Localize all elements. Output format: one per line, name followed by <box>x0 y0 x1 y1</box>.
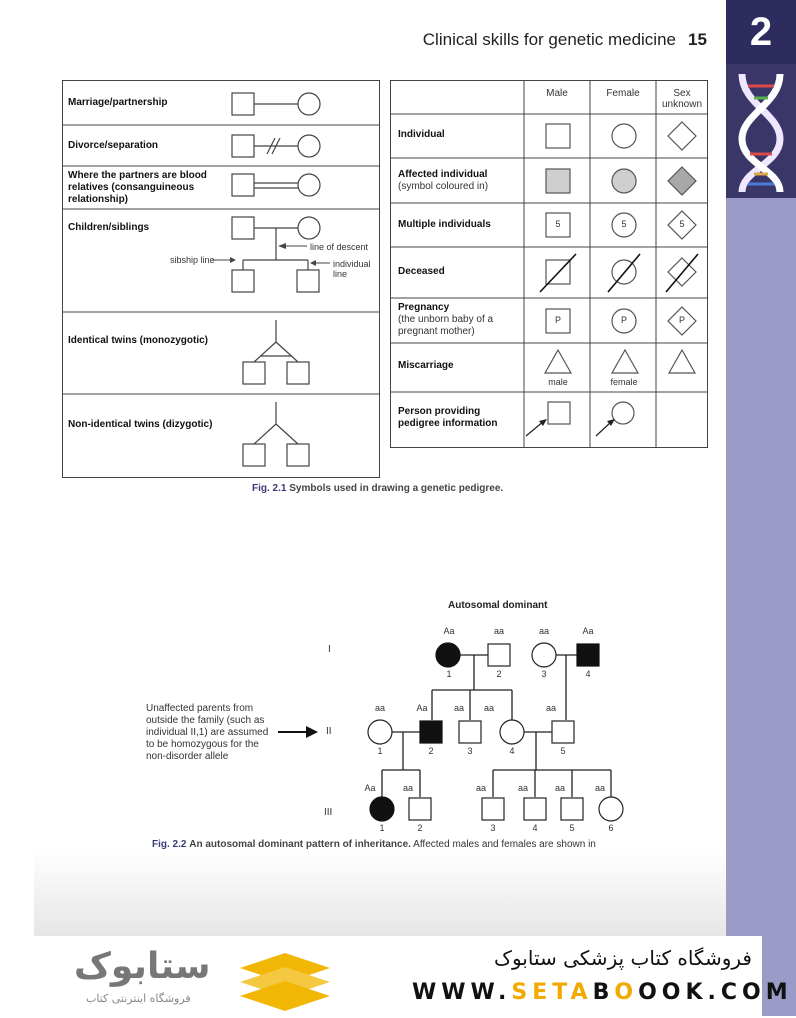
gen-label-III: III <box>324 807 333 818</box>
ped-III-4-num: 4 <box>532 823 538 833</box>
multiple-count-male: 5 <box>555 219 561 229</box>
ped-II-5-genotype: aa <box>545 703 556 713</box>
url-prefix: WWW. <box>412 980 512 1005</box>
sibship-line-label: sibship line <box>170 255 215 265</box>
ped-III-5 <box>561 798 583 820</box>
pregnancy-mark-male: P <box>554 315 561 325</box>
row-label-children: Children/siblings <box>68 222 150 233</box>
ped-II-2 <box>420 721 442 743</box>
ped-III-6-genotype: aa <box>594 783 605 793</box>
ped-I-3-num: 3 <box>541 669 547 679</box>
url-mid: B <box>592 980 615 1005</box>
fig22-caption-text1: Affected males and females are shown in <box>413 839 596 850</box>
gen-label-I: I <box>328 644 331 655</box>
page-bottom-shadow <box>34 850 726 936</box>
store-url[interactable]: WWW.SETABOOOK.COM <box>412 980 793 1005</box>
ped-II-4-genotype: aa <box>483 703 494 713</box>
ped-I-4 <box>577 644 599 666</box>
ped-II-4 <box>500 720 524 744</box>
page-number: 15 <box>688 30 707 49</box>
row-affected: Affected individual <box>398 169 488 180</box>
note-line-3: individual II,1) are assumed <box>146 727 269 738</box>
ped-III-6-num: 6 <box>608 823 614 833</box>
pregnancy-mark-female: P <box>620 315 627 325</box>
fig21-symbol-table <box>390 80 708 448</box>
col-header-male: Male <box>546 88 568 99</box>
gen-label-II: II <box>326 726 332 737</box>
row-multiple: Multiple individuals <box>398 219 491 230</box>
running-header-title: Clinical skills for genetic medicine <box>422 30 676 49</box>
note-line-2: outside the family (such as <box>146 715 265 726</box>
col-header-female: Female <box>606 88 640 99</box>
ped-I-3-genotype: aa <box>538 626 549 636</box>
ped-II-3 <box>459 721 481 743</box>
ped-II-5 <box>552 721 574 743</box>
row-miscarriage: Miscarriage <box>398 360 454 371</box>
ped-I-1-genotype: Aa <box>443 626 455 636</box>
ped-III-1-genotype: Aa <box>364 783 376 793</box>
setabook-logo-subtitle: فروشگاه اینترنتی کتاب <box>86 992 191 1005</box>
ped-III-2-num: 2 <box>417 823 423 833</box>
row-pregnancy: Pregnancy <box>398 302 450 313</box>
fig21-left-panel <box>62 80 380 478</box>
ped-III-1 <box>370 797 394 821</box>
fig22-caption-bold: An autosomal dominant pattern of inheritance. <box>189 839 411 850</box>
individual-line-label: individual line <box>333 259 371 279</box>
ped-II-3-num: 3 <box>467 746 473 756</box>
row-affected-sub: (symbol coloured in) <box>398 181 489 192</box>
row-label-divorce: Divorce/separation <box>68 140 159 151</box>
pedigree-note <box>146 703 268 763</box>
ped-I-1 <box>436 643 460 667</box>
dna-helix-icon <box>726 64 796 198</box>
fig21-caption-text: Symbols used in drawing a genetic pedigree. <box>289 483 504 494</box>
miscarriage-male-label: male <box>548 377 568 387</box>
ped-III-3-genotype: aa <box>475 783 486 793</box>
ped-III-3 <box>482 798 504 820</box>
fig21-caption-label: Fig. 2.1 <box>252 483 287 494</box>
row-deceased: Deceased <box>398 266 445 277</box>
url-brand: SETA <box>511 980 593 1005</box>
ped-I-1-num: 1 <box>446 669 452 679</box>
multiple-count-unknown: 5 <box>679 219 685 229</box>
line-of-descent-label: line of descent <box>310 242 369 252</box>
fig22-caption-label: Fig. 2.2 <box>152 839 187 850</box>
note-line-1: Unaffected parents from <box>146 703 254 714</box>
ped-III-5-genotype: aa <box>554 783 565 793</box>
ped-I-4-genotype: Aa <box>582 626 594 636</box>
ped-III-1-num: 1 <box>379 823 385 833</box>
ped-III-2 <box>409 798 431 820</box>
row-label-identical-twins: Identical twins (monozygotic) <box>68 335 209 346</box>
ped-III-2-genotype: aa <box>402 783 413 793</box>
ped-III-4 <box>524 798 546 820</box>
miscarriage-female-label: female <box>610 377 638 387</box>
ped-II-3-genotype: aa <box>453 703 464 713</box>
dna-banner <box>726 64 796 198</box>
ped-III-4-genotype: aa <box>517 783 528 793</box>
ped-II-1 <box>368 720 392 744</box>
ped-II-5-num: 5 <box>560 746 566 756</box>
pedigree-title: Autosomal dominant <box>448 600 548 611</box>
ped-III-6 <box>599 797 623 821</box>
ped-II-1-num: 1 <box>377 746 383 756</box>
ped-I-2-num: 2 <box>496 669 502 679</box>
note-arrow-icon <box>306 726 318 738</box>
store-name: فروشگاه کتاب پزشکی ستابوک <box>494 946 752 970</box>
ped-II-2-genotype: Aa <box>416 703 428 713</box>
row-proband: Person providing pedigree information <box>398 406 498 429</box>
ped-II-2-num: 2 <box>428 746 434 756</box>
ped-I-3 <box>532 643 556 667</box>
fig21-caption <box>252 483 503 494</box>
note-line-5: non-disorder allele <box>146 751 229 762</box>
ped-I-2 <box>488 644 510 666</box>
ped-I-4-num: 4 <box>585 669 591 679</box>
chapter-number: 2 <box>749 10 773 54</box>
row-label-consanguineous: Where the partners are blood relatives (consanguineous relationship) <box>68 170 207 205</box>
url-suffix: OOK.COM <box>638 980 793 1005</box>
row-label-marriage: Marriage/partnership <box>68 97 168 108</box>
ped-II-1-genotype: aa <box>374 703 385 713</box>
ped-III-5-num: 5 <box>569 823 575 833</box>
col-header-sex-unknown: Sex unknown <box>662 88 703 110</box>
row-pregnancy-sub: (the unborn baby of a pregnant mother) <box>398 314 494 337</box>
row-individual: Individual <box>398 129 445 140</box>
row-label-nonidentical-twins: Non-identical twins (dizygotic) <box>68 419 213 430</box>
ped-I-2-genotype: aa <box>493 626 504 636</box>
multiple-count-female: 5 <box>621 219 627 229</box>
pregnancy-mark-unknown: P <box>678 315 685 325</box>
ped-II-4-num: 4 <box>509 746 515 756</box>
note-line-4: to be homozygous for the <box>146 739 259 750</box>
ped-III-3-num: 3 <box>490 823 496 833</box>
store-footer <box>34 936 793 1016</box>
setabook-logo-icon <box>230 948 350 1018</box>
setabook-logo-text: ستابوک <box>74 946 211 987</box>
